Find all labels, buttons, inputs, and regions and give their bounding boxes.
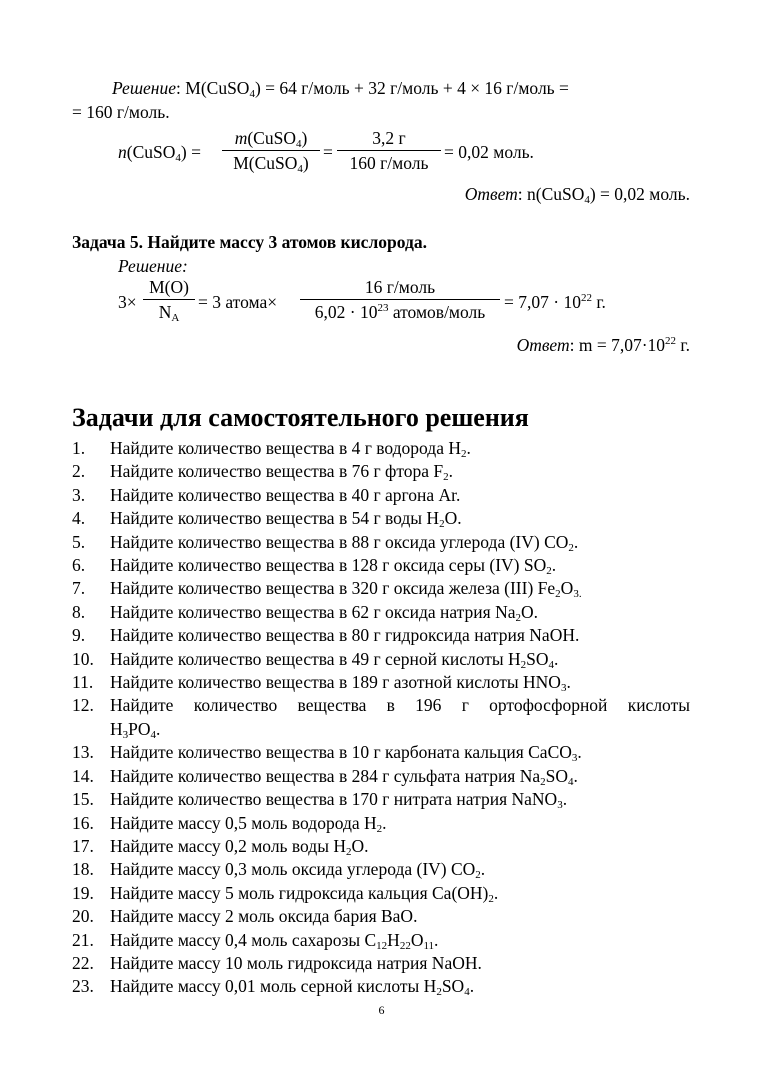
list-item-text: . (566, 672, 571, 693)
list-item-text: SO (545, 765, 569, 786)
list-item-text: . (551, 555, 557, 576)
subscript: 2 (546, 565, 552, 578)
list-item-number: 13. (72, 742, 94, 763)
list-item (72, 694, 690, 741)
subscript: 3 (560, 682, 567, 695)
list-item-text: Найдите массу 0,2 моль воды H (110, 835, 346, 856)
list-item (72, 437, 690, 460)
subscript: 4 (548, 658, 555, 671)
subscript: 2 (488, 892, 494, 905)
fraction-bar (300, 299, 500, 300)
list-item-text: SO (441, 976, 465, 997)
subscript: 2 (555, 588, 561, 601)
list-item (72, 835, 690, 858)
list-item-number: 6. (72, 555, 86, 576)
subscript: 2 (520, 658, 527, 671)
list-item-number: 9. (72, 625, 86, 646)
list-item-number: 8. (72, 601, 86, 622)
list-item-number: 14. (72, 765, 94, 786)
list-item-number: 3. (72, 484, 86, 505)
list-item (72, 484, 690, 507)
list-item-number: 1. (72, 438, 86, 458)
solution-mass-line: Решение: M(CuSO$_4$) = 64 г/моль + 32 г/моль + 4 × 16 г/моль = (112, 78, 569, 100)
list-item-text: Найдите количество вещества в 284 г сульфата натрия Na (110, 765, 541, 786)
list-item-number: 16. (72, 812, 94, 833)
list-item-text: Найдите массу 10 моль гидроксида натрия NaOH. (110, 952, 482, 973)
list-item-text: . (573, 765, 578, 786)
subscript: 2 (460, 448, 467, 460)
subscript: 2 (515, 611, 521, 624)
list-item-text: H (387, 929, 400, 950)
list-item-text: Найдите количество вещества в 40 г аргона Ar. (110, 484, 461, 505)
subscript: 2 (540, 775, 546, 788)
list-item-text: Найдите количество вещества в 49 г серной кислоты H (110, 648, 521, 669)
list-item (72, 531, 690, 554)
subscript: 2 (568, 541, 574, 554)
list-item-text: Найдите количество вещества в 170 г нитрата натрия NaNO (110, 789, 558, 810)
list-item-text: Найдите количество вещества в 76 г фтора F (110, 461, 444, 482)
list-item-number: 23. (72, 976, 94, 997)
task5-fraction-mo-na: M(O) $N_A$ (143, 277, 195, 322)
subscript: 2 (443, 471, 449, 484)
answer-line-1: Ответ: n(CuSO$_4$) = 0,02 моль. (464, 184, 690, 206)
list-item (72, 905, 690, 928)
formula-n-lhs: n(CuSO$_4$) = (118, 142, 201, 164)
list-item-text: Найдите массу 0,4 моль сахарозы C (110, 929, 377, 950)
list-item-text: . (434, 929, 439, 950)
list-item-text: . (562, 789, 568, 810)
list-item-number: 7. (72, 578, 86, 599)
list-item (72, 929, 690, 952)
list-item-number: 2. (72, 461, 86, 482)
subscript: 2 (376, 822, 383, 835)
subscript: 2 (436, 986, 442, 999)
list-item (72, 577, 690, 600)
subscript: 3. (573, 588, 582, 601)
list-item (72, 648, 690, 671)
task5-mid: = 3 атома× (198, 292, 278, 312)
list-item-text: . (577, 742, 582, 763)
list-item-text: Найдите массу 5 моль гидроксида кальция Ca(OH) (110, 882, 489, 903)
subscript: 2 (439, 518, 445, 531)
list-item (72, 507, 690, 530)
task5-fraction-molar-avogadro: 16 г/моль $6,02 \cdot 10^{23}$ атомов/моль (300, 277, 500, 322)
subscript: 11 (423, 939, 435, 952)
fraction-bar (143, 299, 195, 300)
list-item-text: SO (526, 648, 549, 669)
list-item-number: 15. (72, 789, 94, 810)
list-item-number: 10. (72, 648, 94, 669)
subscript: 3 (557, 799, 563, 812)
list-item-text: Найдите массу 0,01 моль серной кислоты H (110, 976, 437, 997)
list-item-text: Найдите массу 0,5 моль водорода H (110, 812, 377, 833)
list-item-number: 18. (72, 859, 94, 880)
list-item-text: Найдите количество вещества в 80 г гидроксида натрия NaOH. (110, 625, 580, 646)
list-item-text: Найдите количество вещества в 320 г оксида железа (III) Fe (110, 578, 556, 599)
subscript: 4 (568, 775, 574, 788)
list-item (72, 812, 690, 835)
list-item (72, 601, 690, 624)
list-item-text: Найдите количество вещества в 196 г ортофосфорной кислоты H (110, 695, 690, 739)
list-item-text: O. (351, 835, 369, 856)
list-item-text: Найдите количество вещества в 88 г оксида углерода (IV) CO (110, 531, 569, 552)
fraction-mass-over-molar: m(CuSO$_4$) M(CuSO$_4$) (222, 128, 320, 173)
task5-result: = $7,07 \cdot 10^{22}$ г. (504, 292, 606, 312)
subscript: 4 (464, 986, 470, 999)
list-item-number: 22. (72, 952, 94, 973)
list-item-text: . (382, 812, 387, 833)
list-item-text: . (554, 648, 559, 669)
subscript: 3 (571, 752, 578, 765)
subscript: 12 (376, 939, 388, 952)
task-list (72, 437, 690, 999)
subscript: 2 (345, 845, 352, 858)
task5-three-times: 3× (118, 292, 137, 312)
list-item-text: . (156, 718, 161, 739)
list-item (72, 624, 690, 647)
list-item-text: Найдите массу 0,3 моль оксида углерода (IV) CO (110, 859, 476, 880)
formula-result: = 0,02 моль. (444, 142, 534, 162)
subscript: 2 (475, 869, 481, 882)
fraction-values: 3,2 г 160 г/моль (337, 128, 441, 173)
solution-mass-continuation: = 160 г/моль. (72, 102, 170, 122)
list-item-text: O. (521, 601, 539, 622)
list-item (72, 952, 690, 975)
fraction-bar (222, 150, 320, 151)
task5-title: Задача 5. Найдите массу 3 атомов кислорода. (72, 232, 427, 252)
list-item (72, 671, 690, 694)
list-item (72, 460, 690, 483)
list-item-number: 19. (72, 882, 94, 903)
list-item (72, 788, 690, 811)
list-item-text: Найдите массу 2 моль оксида бария BaO. (110, 906, 418, 927)
subscript: 3 (122, 728, 129, 741)
list-item (72, 554, 690, 577)
list-item-text: . (469, 976, 475, 997)
task5-answer: Ответ: $m = 7,07\cdot 10^{22}$ г. (516, 335, 690, 355)
list-item (72, 882, 690, 905)
list-item-text: Найдите количество вещества в 62 г оксида натрия Na (110, 601, 516, 622)
subscript: 4 (150, 728, 157, 741)
list-item-text: Найдите количество вещества в 10 г карбоната кальция CaCO (110, 742, 572, 763)
list-item-number: 5. (72, 531, 86, 552)
list-item-number: 21. (72, 929, 94, 950)
list-item-text: PO (128, 718, 151, 739)
list-item-text: . (466, 438, 471, 458)
list-item-text: . (573, 531, 579, 552)
list-item (72, 741, 690, 764)
list-item-text: Найдите количество вещества в 54 г воды H (110, 508, 440, 529)
subscript: 22 (399, 939, 411, 952)
list-item-number: 20. (72, 906, 94, 927)
list-item-text: . (493, 882, 499, 903)
list-item-text: Найдите количество вещества в 128 г оксида серы (IV) SO (110, 555, 547, 576)
list-item (72, 765, 690, 788)
fraction-bar (337, 150, 441, 151)
list-item-text: Найдите количество вещества в 4 г водорода H (110, 438, 461, 458)
equals-sign: = (323, 142, 333, 162)
list-item-number: 17. (72, 835, 94, 856)
page-number: 6 (378, 1003, 385, 1017)
list-item-text: . (448, 461, 454, 482)
list-item-number: 11. (72, 672, 94, 693)
list-item (72, 858, 690, 881)
list-item-number: 12. (72, 695, 94, 716)
task5-solution-label: Решение: (118, 256, 188, 276)
list-item (72, 975, 690, 998)
list-item-text: O (410, 929, 424, 950)
list-item-text: O (560, 578, 574, 599)
list-item-text: . (480, 859, 486, 880)
list-item-number: 4. (72, 508, 86, 529)
section-heading: Задачи для самостоятельного решения (72, 403, 529, 432)
list-item-text: Найдите количество вещества в 189 г азотной кислоты HNO (110, 672, 561, 693)
list-item-text: O. (444, 508, 462, 529)
